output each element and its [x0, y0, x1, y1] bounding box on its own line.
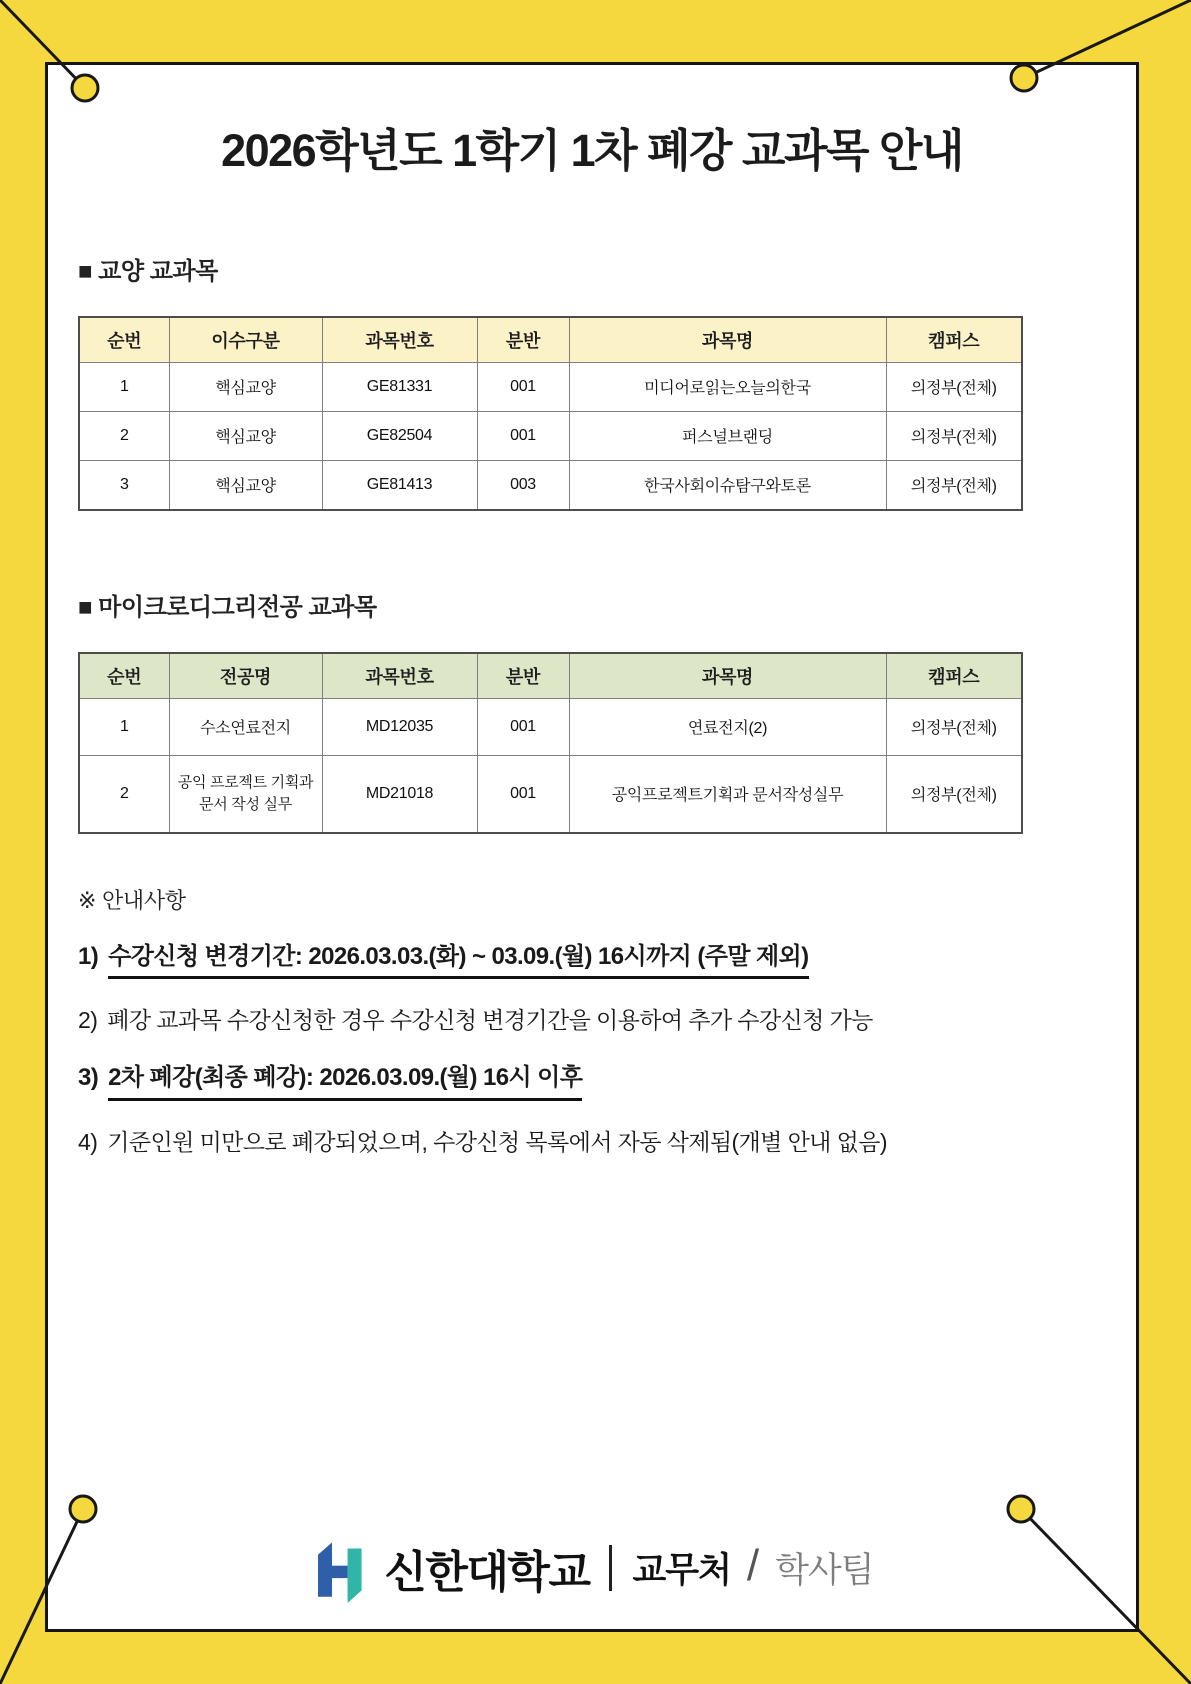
cell-category: 핵심교양: [169, 362, 322, 411]
cell-section: 001: [477, 362, 569, 411]
cell-code: GE82504: [322, 411, 477, 460]
table-row: [79, 362, 1022, 411]
column-header-course-name: 과목명: [569, 317, 886, 363]
cell-no: 2: [79, 411, 169, 460]
university-name: 신한대학교: [384, 1548, 590, 1597]
note-text: 기준인원 미만으로 폐강되었으며, 수강신청 목록에서 자동 삭제됨(개별 안내 없음): [107, 1128, 887, 1155]
note-item-3: [78, 1062, 1106, 1100]
cell-course-name: 미디어로읽는오늘의한국: [569, 362, 886, 411]
liberal-courses-table: [78, 316, 1023, 511]
cell-code: GE81331: [322, 362, 477, 411]
column-header-campus: 캠퍼스: [886, 317, 1022, 363]
table-header-row: [79, 317, 1022, 363]
notes-heading: ※ 안내사항: [78, 887, 186, 913]
cell-campus: 의정부(전체): [886, 362, 1022, 411]
table-header-row: [79, 653, 1022, 699]
note-number: 1): [78, 942, 99, 970]
table-row: [79, 460, 1022, 510]
cell-no: 2: [79, 755, 169, 833]
cell-campus: 의정부(전체): [886, 460, 1022, 510]
table-row: [79, 411, 1022, 460]
cell-section: 001: [477, 411, 569, 460]
column-header-category: 이수구분: [169, 317, 322, 363]
section-heading-liberal: ■ 교양 교과목: [78, 257, 218, 285]
note-text: 2차 폐강(최종 폐강): 2026.03.09.(월) 16시 이후: [108, 1062, 582, 1100]
column-header-section: 분반: [477, 653, 569, 699]
column-header-no: 순번: [79, 653, 169, 699]
column-header-campus: 캠퍼스: [886, 653, 1022, 699]
cell-major: 수소연료전지: [169, 698, 322, 755]
column-header-course-name: 과목명: [569, 653, 886, 699]
note-item-1: [78, 941, 1106, 979]
cell-no: 1: [79, 362, 169, 411]
footer-slash: /: [746, 1541, 760, 1590]
department-name: 교무처: [632, 1551, 731, 1590]
cell-section: 001: [477, 755, 569, 833]
note-text: 폐강 교과목 수강신청한 경우 수강신청 변경기간을 이용하여 추가 수강신청 가능: [107, 1007, 873, 1034]
note-number: 3): [78, 1064, 99, 1092]
column-header-section: 분반: [477, 317, 569, 363]
column-header-no: 순번: [79, 317, 169, 363]
note-text: 수강신청 변경기간: 2026.03.03.(화) ~ 03.09.(월) 16시까지 (주말 제외): [108, 941, 808, 979]
cell-no: 1: [79, 698, 169, 755]
cell-category: 핵심교양: [169, 411, 322, 460]
footer: [48, 1533, 1136, 1603]
cell-section: 001: [477, 698, 569, 755]
cell-no: 3: [79, 460, 169, 510]
cell-section: 003: [477, 460, 569, 510]
cell-code: MD21018: [322, 755, 477, 833]
column-header-code: 과목번호: [322, 653, 477, 699]
note-number: 2): [78, 1007, 98, 1034]
note-item-4: [78, 1127, 1106, 1158]
cell-major: 공익 프로젝트 기획과 문서 작성 실무: [169, 755, 322, 833]
section-heading-micro: ■ 마이크로디그리전공 교과목: [78, 593, 377, 621]
page-title: 2026학년도 1학기 1차 폐강 교과목 안내: [221, 125, 963, 176]
cell-course-name: 연료전지(2): [569, 698, 886, 755]
notice-paper: [45, 62, 1139, 1632]
cell-course-name: 퍼스널브랜딩: [569, 411, 886, 460]
cell-course-name: 한국사회이슈탐구와토론: [569, 460, 886, 510]
cell-code: GE81413: [322, 460, 477, 510]
table-row: [79, 755, 1022, 833]
table-row: [79, 698, 1022, 755]
cell-code: MD12035: [322, 698, 477, 755]
team-name: 학사팀: [775, 1551, 874, 1590]
cell-campus: 의정부(전체): [886, 411, 1022, 460]
micro-degree-courses-table: [78, 652, 1023, 834]
note-item-2: [78, 1005, 1106, 1036]
cell-category: 핵심교양: [169, 460, 322, 510]
column-header-major: 전공명: [169, 653, 322, 699]
column-header-code: 과목번호: [322, 317, 477, 363]
cell-campus: 의정부(전체): [886, 698, 1022, 755]
university-logo-icon: [310, 1533, 368, 1603]
cell-campus: 의정부(전체): [886, 755, 1022, 833]
footer-divider: [609, 1545, 612, 1591]
cell-course-name: 공익프로젝트기획과 문서작성실무: [569, 755, 886, 833]
note-number: 4): [78, 1128, 98, 1155]
